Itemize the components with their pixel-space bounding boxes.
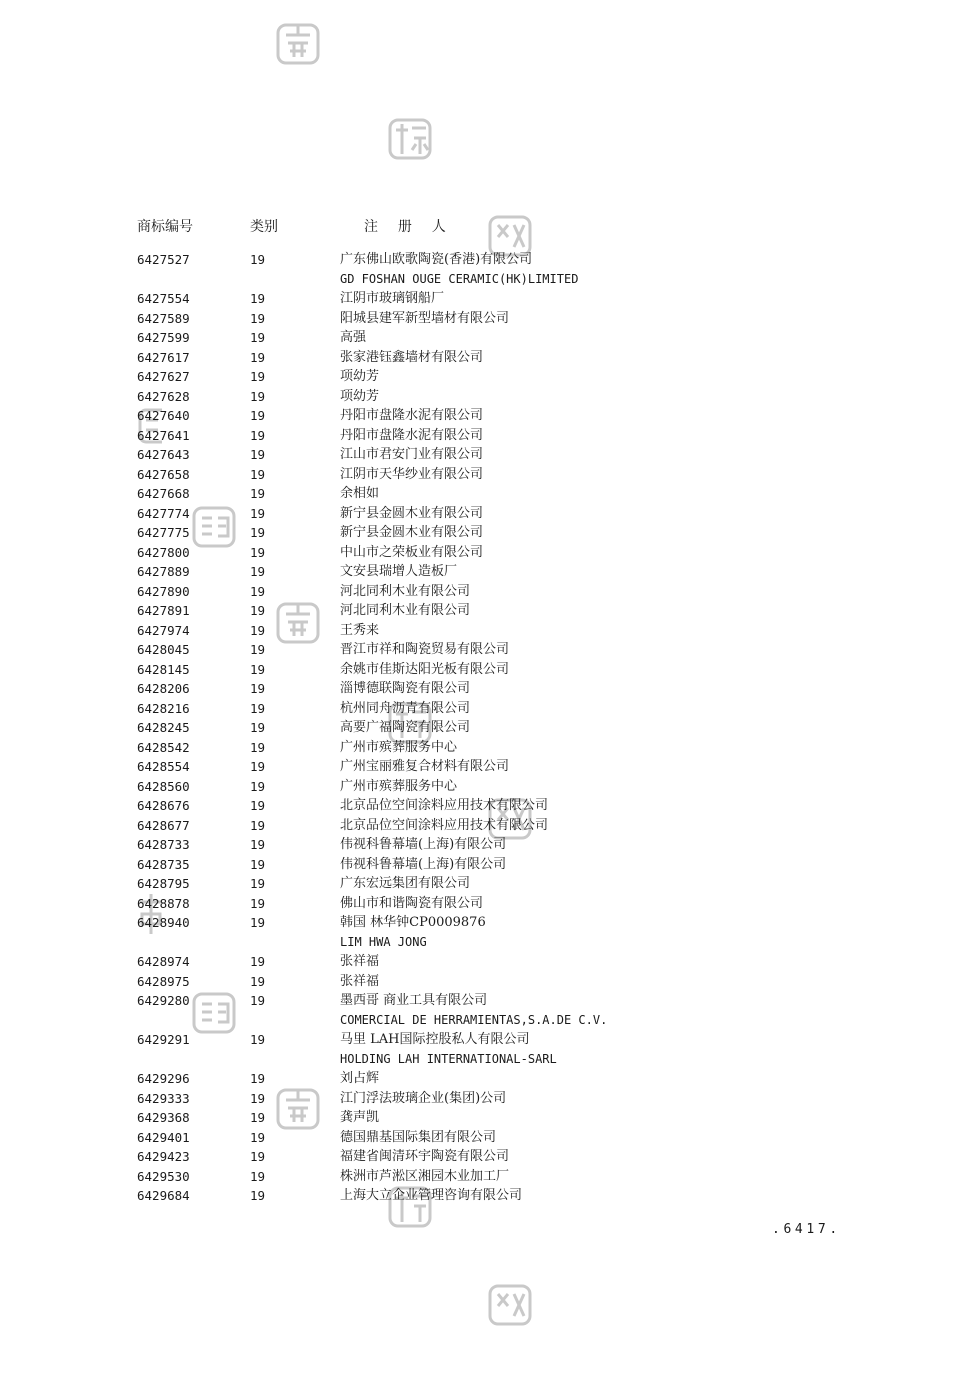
- registrant-name: 江阴市天华纱业有限公司: [340, 466, 484, 482]
- table-row: [137, 835, 897, 855]
- trademark-number: 6428245: [137, 720, 190, 735]
- trademark-number: 6427617: [137, 349, 190, 365]
- trademark-number: 6429296: [137, 1071, 190, 1086]
- trademark-class: 19: [250, 1032, 266, 1047]
- trademark-number: 6427627: [137, 369, 190, 384]
- table-row: [137, 543, 897, 563]
- trademark-class: 19: [250, 447, 266, 462]
- trademark-class: 19: [250, 778, 266, 794]
- trademark-number: 6427628: [137, 388, 190, 404]
- trademark-number: 6427589: [137, 310, 190, 326]
- trademark-class: 19: [250, 720, 266, 735]
- trademark-number: 6428145: [137, 661, 190, 677]
- table-row: [137, 679, 897, 699]
- registrant-name: 文安县瑞增人造板厂: [340, 564, 458, 579]
- trademark-number: 6427668: [137, 486, 190, 501]
- table-row: [137, 1050, 897, 1070]
- registrant-name: 北京品位空间涂料应用技术有限公司: [340, 817, 549, 833]
- registrant-name: 北京品位空间涂料应用技术有限公司: [340, 798, 549, 813]
- registrant-name: 项幼芳: [340, 388, 380, 404]
- trademark-class: 19: [250, 1149, 266, 1164]
- registrant-name: 晋江市祥和陶瓷贸易有限公司: [340, 642, 510, 657]
- trademark-class: 19: [250, 369, 266, 384]
- registrant-name: 丹阳市盘隆水泥有限公司: [340, 408, 484, 423]
- trademark-number: 6428542: [137, 739, 190, 755]
- trademark-class: 19: [250, 1090, 266, 1106]
- trademark-number: 6427774: [137, 505, 190, 521]
- trademark-class: 19: [250, 603, 266, 618]
- table-row: [137, 972, 897, 992]
- table-row: [137, 1147, 897, 1167]
- trademark-number: 6427599: [137, 330, 190, 345]
- trademark-class: 19: [250, 1168, 266, 1184]
- table-row: [137, 562, 897, 582]
- table-row: [137, 1011, 897, 1031]
- registrant-name: 新宁县金圆木业有限公司: [340, 525, 484, 540]
- registrant-name: 张家港钰鑫墙材有限公司: [340, 349, 484, 365]
- trademark-class: 19: [250, 642, 266, 657]
- trademark-class: 19: [250, 681, 266, 696]
- trademark-number: 6427554: [137, 291, 190, 306]
- registration-list: [137, 250, 897, 1206]
- trademark-class: 19: [250, 798, 266, 813]
- registrant-name: 广东佛山欧歌陶瓷(香港)有限公司: [340, 252, 533, 267]
- header-trademark-number: 商标编号: [137, 219, 193, 235]
- table-row: [137, 309, 897, 329]
- registrant-name: 江阴市玻璃钢船厂: [340, 291, 445, 306]
- trademark-class: 19: [250, 291, 266, 306]
- trademark-class: 19: [250, 856, 266, 872]
- trademark-number: 6427800: [137, 544, 190, 560]
- trademark-number: 6428045: [137, 642, 190, 657]
- table-row: [137, 250, 897, 270]
- table-row: [137, 855, 897, 875]
- header-registrant: 注 册 人: [364, 219, 454, 235]
- table-row: [137, 289, 897, 309]
- trademark-number: 6427658: [137, 466, 190, 482]
- trademark-class: 19: [250, 954, 266, 969]
- trademark-number: 6427641: [137, 427, 190, 443]
- trademark-class: 19: [250, 583, 266, 599]
- trademark-number: 6428940: [137, 915, 190, 930]
- trademark-number: 6428216: [137, 700, 190, 716]
- table-row: [137, 328, 897, 348]
- registrant-name: 广东宏远集团有限公司: [340, 876, 471, 891]
- registrant-name: 韩国 林华钟CP0009876: [340, 915, 486, 930]
- trademark-class: 19: [250, 915, 266, 930]
- trademark-class: 19: [250, 330, 266, 345]
- trademark-class: 19: [250, 1110, 266, 1125]
- registrant-name: 杭州同舟沥青有限公司: [340, 700, 471, 716]
- table-row: [137, 582, 897, 602]
- table-row: [137, 874, 897, 894]
- registrant-name: 江门浮法玻璃企业(集团)公司: [340, 1090, 507, 1106]
- watermark-stamp-icon: [384, 112, 436, 164]
- table-row: [137, 718, 897, 738]
- registrant-name: 河北同利木业有限公司: [340, 603, 471, 618]
- trademark-number: 6427640: [137, 408, 190, 423]
- registrant-name: 张祥福: [340, 954, 380, 969]
- table-row: [137, 270, 897, 290]
- registrant-name: GD FOSHAN OUGE CERAMIC(HK)LIMITED: [340, 271, 579, 286]
- trademark-number: 6428795: [137, 876, 190, 891]
- registrant-name: COMERCIAL DE HERRAMIENTAS,S.A.DE C.V.: [340, 1012, 608, 1027]
- trademark-class: 19: [250, 310, 266, 326]
- trademark-number: 6427643: [137, 447, 190, 462]
- registrant-name: 墨西哥 商业工具有限公司: [340, 993, 488, 1008]
- table-row: [137, 445, 897, 465]
- registrant-name: 淄博德联陶瓷有限公司: [340, 681, 471, 696]
- trademark-class: 19: [250, 388, 266, 404]
- table-row: [137, 465, 897, 485]
- trademark-number: 6427891: [137, 603, 190, 618]
- registrant-name: 丹阳市盘隆水泥有限公司: [340, 427, 484, 443]
- table-row: [137, 387, 897, 407]
- trademark-class: 19: [250, 759, 266, 774]
- table-row: [137, 1030, 897, 1050]
- trademark-number: 6428974: [137, 954, 190, 969]
- trademark-number: 6429530: [137, 1168, 190, 1184]
- registrant-name: 广州宝丽雅复合材料有限公司: [340, 759, 510, 774]
- trademark-number: 6428560: [137, 778, 190, 794]
- table-row: [137, 933, 897, 953]
- table-row: [137, 367, 897, 387]
- registrant-name: 余姚市佳斯达阳光板有限公司: [340, 661, 510, 677]
- trademark-class: 19: [250, 661, 266, 677]
- table-row: [137, 601, 897, 621]
- trademark-class: 19: [250, 895, 266, 911]
- table-row: [137, 757, 897, 777]
- trademark-class: 19: [250, 408, 266, 423]
- trademark-class: 19: [250, 505, 266, 521]
- trademark-class: 19: [250, 1129, 266, 1145]
- registrant-name: 王秀来: [340, 622, 380, 638]
- trademark-class: 19: [250, 427, 266, 443]
- registrant-name: 张祥福: [340, 973, 380, 989]
- table-row: [137, 1167, 897, 1187]
- trademark-number: 6428733: [137, 837, 190, 852]
- trademark-number: 6427974: [137, 622, 190, 638]
- registrant-name: 项幼芳: [340, 369, 380, 384]
- trademark-number: 6428206: [137, 681, 190, 696]
- trademark-number: 6429401: [137, 1129, 190, 1145]
- table-row: [137, 699, 897, 719]
- header-class: 类别: [250, 219, 278, 235]
- registrant-name: 阳城县建军新型墙材有限公司: [340, 310, 510, 326]
- registrant-name: 高强: [340, 330, 367, 345]
- trademark-number: 6428878: [137, 895, 190, 911]
- trademark-number: 6429684: [137, 1188, 190, 1203]
- trademark-number: 6429333: [137, 1090, 190, 1106]
- table-row: [137, 796, 897, 816]
- registrant-name: 广州市殡葬服务中心: [340, 739, 458, 755]
- page-number: .6417.: [772, 1222, 841, 1237]
- trademark-number: 6427889: [137, 564, 190, 579]
- trademark-class: 19: [250, 349, 266, 365]
- table-row: [137, 1128, 897, 1148]
- table-row: [137, 738, 897, 758]
- trademark-class: 19: [250, 486, 266, 501]
- table-row: [137, 1069, 897, 1089]
- registrant-name: 广州市殡葬服务中心: [340, 778, 458, 794]
- trademark-class: 19: [250, 1188, 266, 1203]
- table-row: [137, 816, 897, 836]
- table-row: [137, 621, 897, 641]
- table-row: [137, 913, 897, 933]
- trademark-number: 6427890: [137, 583, 190, 599]
- registrant-name: 上海大立企业管理咨询有限公司: [340, 1188, 523, 1203]
- trademark-class: 19: [250, 622, 266, 638]
- table-row: [137, 406, 897, 426]
- table-row: [137, 484, 897, 504]
- table-row: [137, 523, 897, 543]
- trademark-class: 19: [250, 973, 266, 989]
- trademark-class: 19: [250, 544, 266, 560]
- registrant-name: 马里 LAH国际控股私人有限公司: [340, 1032, 530, 1047]
- trademark-number: 6428676: [137, 798, 190, 813]
- trademark-number: 6427775: [137, 525, 190, 540]
- table-row: [137, 1108, 897, 1128]
- trademark-class: 19: [250, 564, 266, 579]
- table-row: [137, 660, 897, 680]
- registrant-name: 伟视科鲁幕墙(上海)有限公司: [340, 856, 507, 872]
- trademark-class: 19: [250, 817, 266, 833]
- table-row: [137, 504, 897, 524]
- table-row: [137, 1089, 897, 1109]
- trademark-number: 6429280: [137, 993, 190, 1008]
- trademark-number: 6428735: [137, 856, 190, 872]
- table-row: [137, 952, 897, 972]
- trademark-class: 19: [250, 739, 266, 755]
- trademark-class: 19: [250, 252, 266, 267]
- trademark-class: 19: [250, 993, 266, 1008]
- table-row: [137, 991, 897, 1011]
- table-row: [137, 426, 897, 446]
- registrant-name: 龚声凯: [340, 1110, 380, 1125]
- registrant-name: 中山市之荣板业有限公司: [340, 544, 484, 560]
- registrant-name: HOLDING LAH INTERNATIONAL-SARL: [340, 1051, 557, 1066]
- trademark-class: 19: [250, 700, 266, 716]
- watermark-stamp-icon: [484, 1278, 536, 1330]
- trademark-number: 6428677: [137, 817, 190, 833]
- trademark-class: 19: [250, 525, 266, 540]
- table-row: [137, 894, 897, 914]
- trademark-number: 6427527: [137, 252, 190, 267]
- registrant-name: 新宁县金圆木业有限公司: [340, 505, 484, 521]
- registrant-name: 刘占辉: [340, 1071, 380, 1086]
- registrant-name: LIM HWA JONG: [340, 934, 427, 949]
- trademark-class: 19: [250, 466, 266, 482]
- table-header: [137, 216, 897, 236]
- registrant-name: 高要广福陶瓷有限公司: [340, 720, 471, 735]
- trademark-number: 6429291: [137, 1032, 190, 1047]
- table-row: [137, 348, 897, 368]
- table-row: [137, 640, 897, 660]
- registrant-name: 株洲市芦淞区湘园木业加工厂: [340, 1168, 510, 1184]
- trademark-number: 6428975: [137, 973, 190, 989]
- registrant-name: 江山市君安门业有限公司: [340, 447, 484, 462]
- trademark-number: 6429423: [137, 1149, 190, 1164]
- registrant-name: 余相如: [340, 486, 380, 501]
- trademark-class: 19: [250, 837, 266, 852]
- registrant-name: 佛山市和谐陶瓷有限公司: [340, 895, 484, 911]
- table-row: [137, 1186, 897, 1206]
- registrant-name: 德国鼎基国际集团有限公司: [340, 1129, 497, 1145]
- trademark-class: 19: [250, 1071, 266, 1086]
- watermark-stamp-icon: [272, 17, 324, 69]
- trademark-number: 6428554: [137, 759, 190, 774]
- registrant-name: 河北同利木业有限公司: [340, 583, 471, 599]
- table-row: [137, 777, 897, 797]
- trademark-class: 19: [250, 876, 266, 891]
- registrant-name: 伟视科鲁幕墙(上海)有限公司: [340, 837, 507, 852]
- registrant-name: 福建省闽清环宇陶瓷有限公司: [340, 1149, 510, 1164]
- trademark-number: 6429368: [137, 1110, 190, 1125]
